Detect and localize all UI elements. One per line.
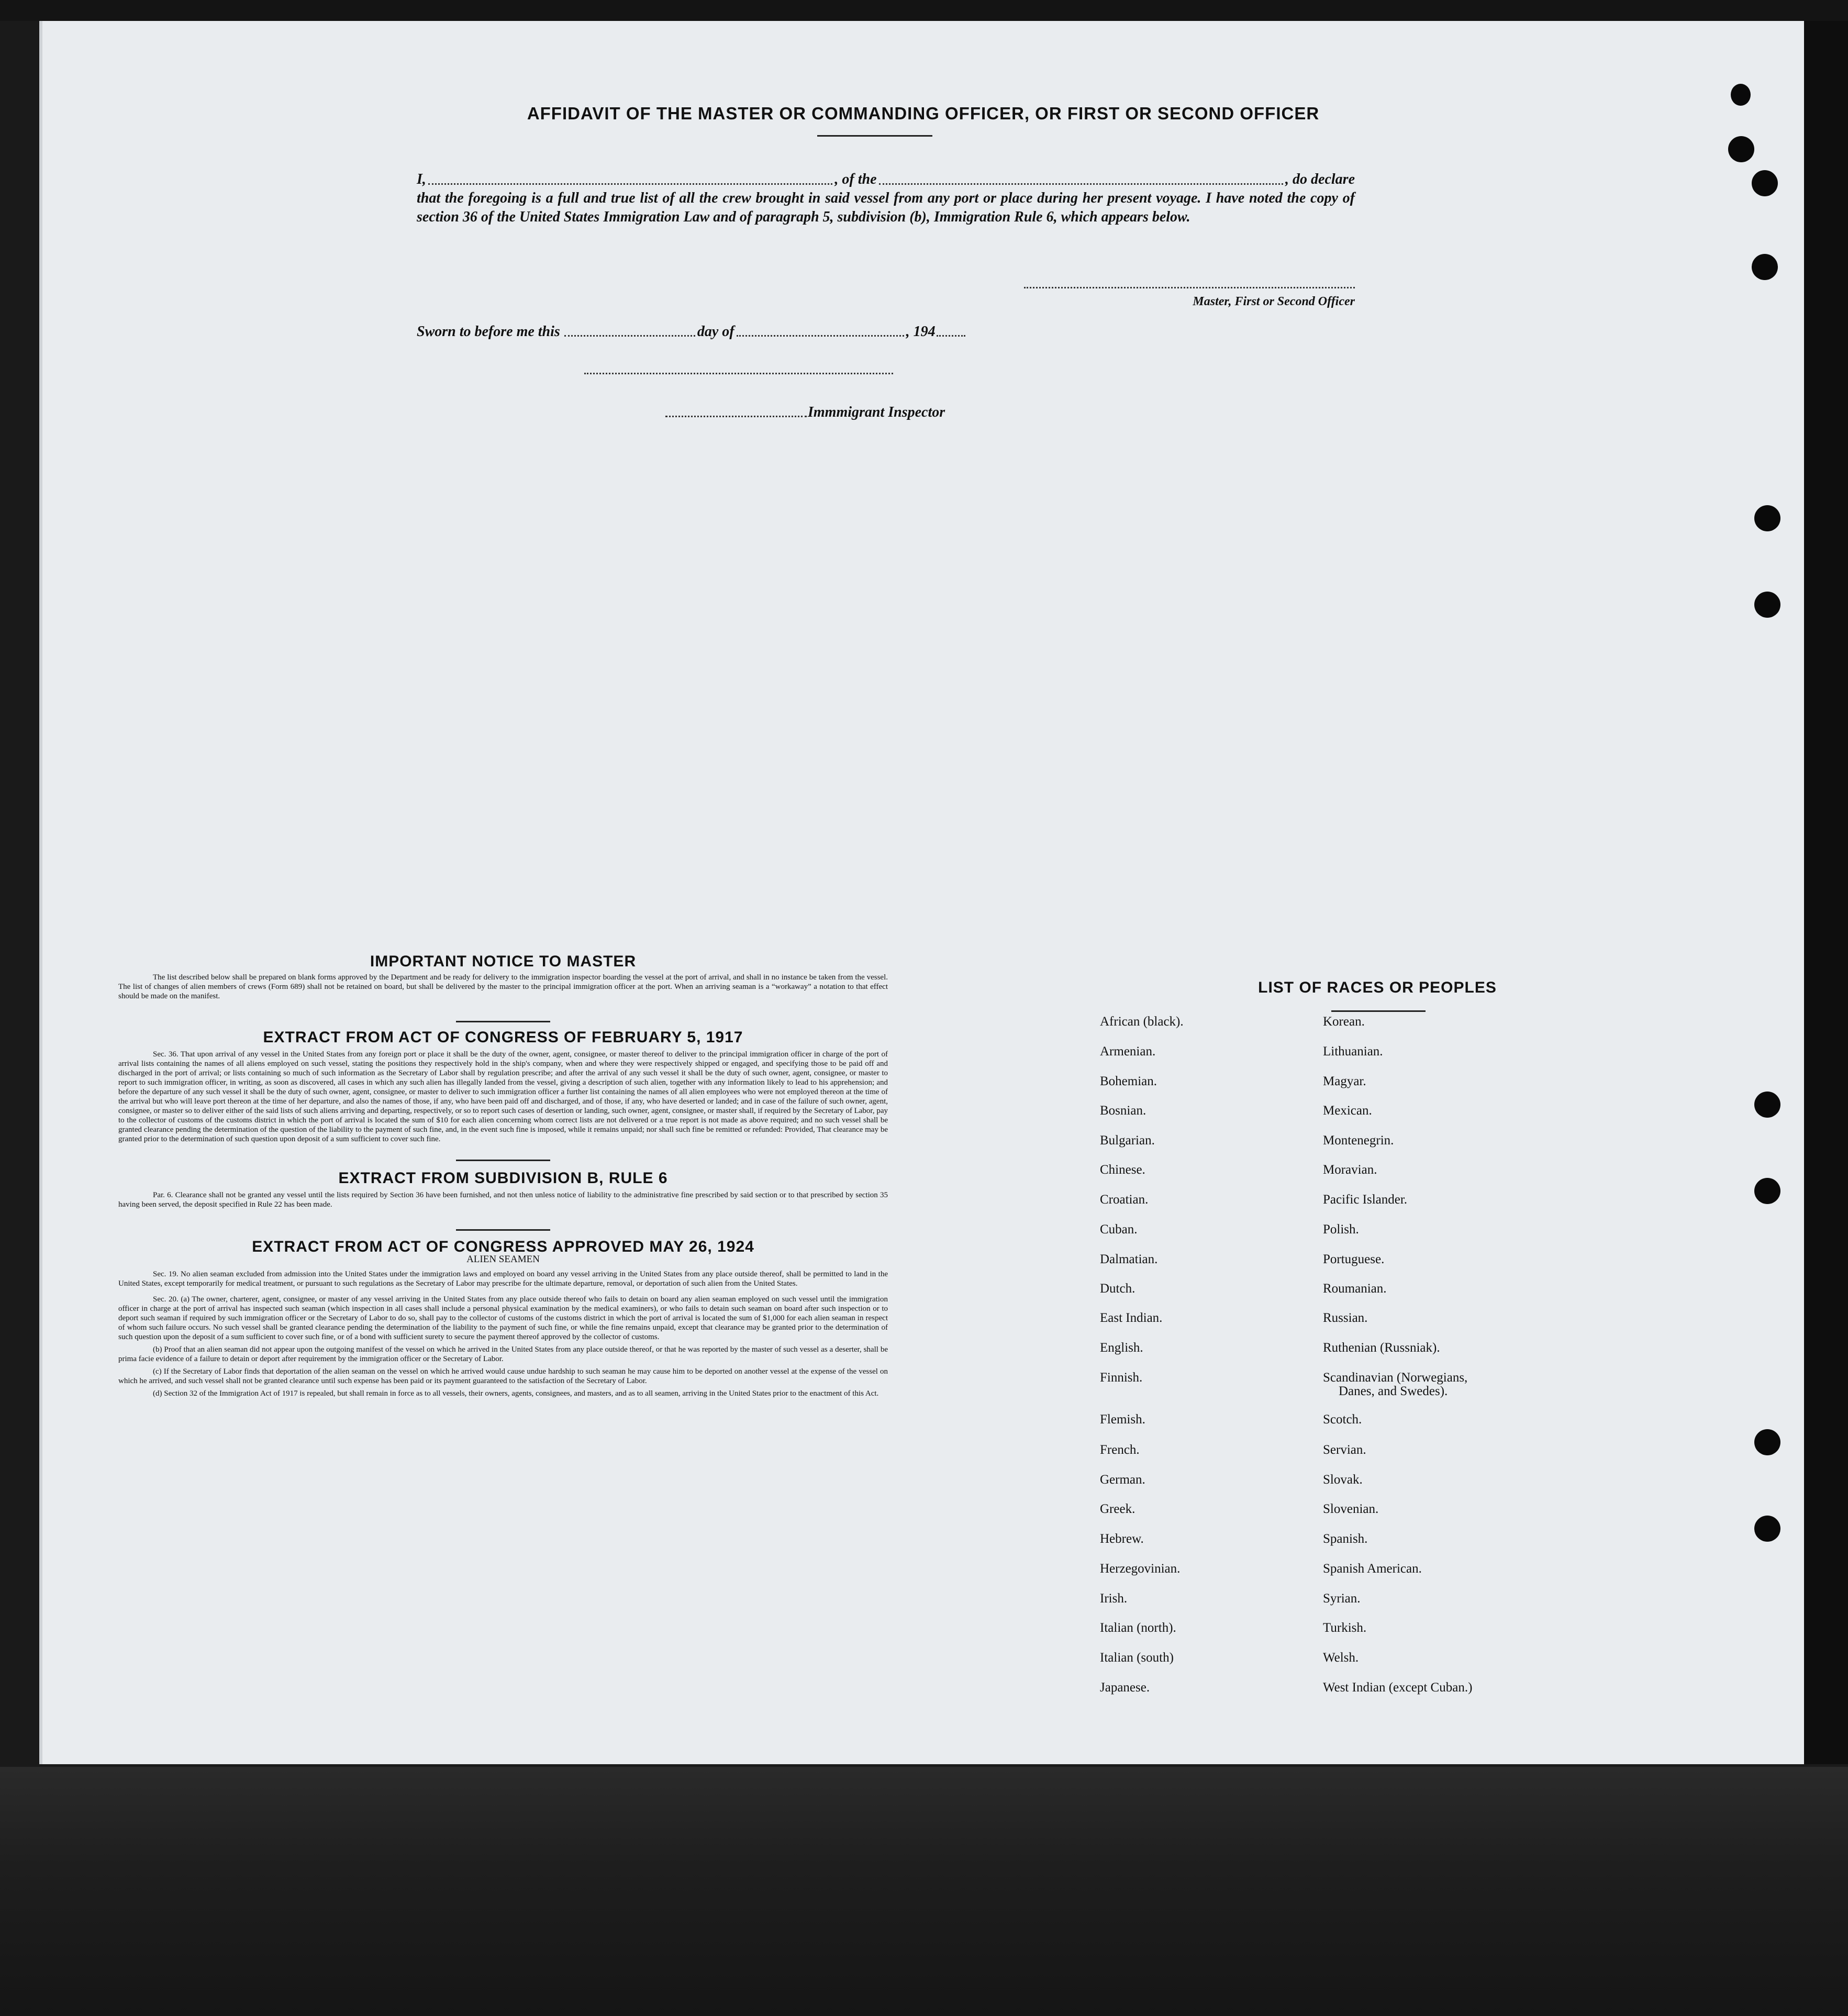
declare-suffix: , do declare — [1285, 171, 1355, 187]
punch-hole — [1754, 505, 1780, 531]
race-item: Herzegovinian. — [1100, 1562, 1181, 1576]
signature-blank — [1024, 287, 1355, 288]
race-item: Moravian. — [1323, 1163, 1377, 1177]
race-item: Chinese. — [1100, 1163, 1145, 1177]
race-item: Cuban. — [1100, 1222, 1138, 1237]
extract-1924-paragraph: (b) Proof that an alien seaman did not appear upon the outgoing manifest of the vessel on which he arrived in the United States from any place outside thereof, or that he was reported by the master of such vessel as a deserter, shall be prima facie evidence of a failure to detain or deport after requirement by the immigration officer or the Secretary of Labor. — [118, 1345, 888, 1363]
inspector-name-blank — [665, 415, 807, 417]
race-item: Slovenian. — [1323, 1502, 1379, 1516]
race-item: Scotch. — [1323, 1412, 1362, 1427]
sworn-year-blank — [937, 334, 965, 337]
race-item: Servian. — [1323, 1443, 1366, 1457]
sworn-prefix: Sworn to before me this — [417, 324, 560, 340]
race-item: Bohemian. — [1100, 1074, 1157, 1088]
race-item: Scandinavian (Norwegians, — [1323, 1371, 1468, 1385]
race-item: Bulgarian. — [1100, 1133, 1155, 1148]
race-item: Montenegrin. — [1323, 1133, 1394, 1148]
punch-hole — [1728, 136, 1754, 162]
race-item: Lithuanian. — [1323, 1044, 1383, 1059]
declarant-name-blank — [428, 182, 833, 185]
punch-hole — [1752, 254, 1778, 280]
race-item: Hebrew. — [1100, 1532, 1144, 1546]
race-item: Greek. — [1100, 1502, 1135, 1516]
title-underline — [817, 135, 932, 137]
inspector-caption: Immmigrant Inspector — [808, 404, 945, 420]
race-item: East Indian. — [1100, 1311, 1163, 1325]
extract-1924-paragraph: (c) If the Secretary of Labor finds that deportation of the alien seaman on the vessel on which he arrived would cause undue hardship to such seaman he may cause him to be deported on another vessel at the expense of the vessel on which he arrived, and such vessel shall not be granted clearance until such expense has been paid or its payment guaranteed to the satisfaction of the Secretary of Labor. — [118, 1367, 888, 1385]
race-item: Finnish. — [1100, 1371, 1143, 1385]
race-item: Turkish. — [1323, 1621, 1367, 1635]
race-item: Armenian. — [1100, 1044, 1156, 1059]
race-item: Irish. — [1100, 1591, 1128, 1606]
section-divider — [456, 1160, 550, 1161]
punch-hole — [1731, 84, 1751, 106]
extract-1924-title: EXTRACT FROM ACT OF CONGRESS APPROVED MAY 26, 1924 — [252, 1238, 754, 1255]
notice-section — [118, 953, 888, 1398]
extract-1924-paragraph: (d) Section 32 of the Immigration Act of 1917 is repealed, but shall remain in force as to all vessels, their owners, agents, consignees, and masters, and as to all seamen, arriving in the United States prior to the enactment of this Act. — [153, 1389, 879, 1398]
declarant-prefix: I, — [417, 171, 426, 187]
punch-hole — [1752, 170, 1778, 196]
race-item: Welsh. — [1323, 1651, 1359, 1665]
races-title-underline — [1331, 1010, 1426, 1012]
race-item: Danes, and Swedes). — [1339, 1384, 1448, 1398]
alien-seamen-subtitle: ALIEN SEAMEN — [466, 1254, 540, 1265]
vessel-prefix: , of the — [834, 171, 877, 187]
punch-hole — [1754, 1091, 1780, 1118]
race-item: West Indian (except Cuban.) — [1323, 1680, 1473, 1695]
race-item: Mexican. — [1323, 1104, 1372, 1118]
scan-border-bottom — [0, 1767, 1848, 2016]
race-item: Spanish American. — [1323, 1562, 1422, 1576]
declarant-line — [417, 170, 1355, 189]
inspector-signature-blank — [584, 373, 893, 374]
race-item: Korean. — [1323, 1015, 1365, 1029]
extract-1917-text: Sec. 36. That upon arrival of any vessel in the United States from any foreign port or place it shall be the duty of the owner, agent, consignee, or master thereof to deliver to the principal immigration officer in charge of the port of arrival lists containing the names of all aliens employed on such vessel, stating the positions they respectively hold in the ship's company, when and where they were respectively shipped or engaged, and specifying those to be paid off and discharged in the port of arrival; or lists containing so much of such information as the Secretary of Labor shall by regulation prescribe; and after the arrival of any such vessel it shall be the duty of such owner, agent, consignee, or master to report to such immigration officer, in writing, as soon as discovered, all cases in which any such alien has illegally landed from the vessel, giving a description of such alien, together with any information likely to lead to his apprehension; and before the departure of any such vessel it shall be the duty of such owner, agent, consignee, or master to deliver to such immigration officer a further list containing the names of all alien employees who were not employed thereon at the time of the arrival but who will leave port thereon at the time of her departure, and also the names of those, if any, who have been paid off and discharged, and of those, if any, who have deserted or landed; and in case of the failure of such owner, agent, consignee, or master so to deliver either of the said lists of such aliens arriving and departing, respectively, or so to report such cases of desertion or landing, such owner, agent, consignee, or master shall, if required by the Secretary of Labor, pay to the collector of customs of the customs district in which the port of arrival is located the sum of $10 for each alien concerning whom correct lists are not delivered or a true report is not made as above required; and no such vessel shall be granted clearance pending the determination of the question of the liability to the payment of such fine, and, in the event such fine is imposed, while it remains unpaid; nor shall such fine be remitted or refunded: Provided, That clearance may be granted prior to the determination of such question upon deposit of a sum sufficient to cover such fine. — [118, 1050, 888, 1143]
race-item: Magyar. — [1323, 1074, 1366, 1088]
race-item: French. — [1100, 1443, 1140, 1457]
race-item: Polish. — [1323, 1222, 1359, 1237]
race-item: African (black). — [1100, 1015, 1184, 1029]
race-item: Flemish. — [1100, 1412, 1145, 1427]
sworn-month-blank — [737, 334, 904, 337]
inspector-line — [665, 404, 945, 421]
extract-rule6-text: Par. 6. Clearance shall not be granted any vessel until the lists required by Section 36 have been furnished, and not then unless notice of liability to the administrative fine prescribed by said section or to that prescribed by section 35 having been served, the deposit specified in Rule 22 has been made. — [118, 1191, 888, 1209]
race-item: Dutch. — [1100, 1282, 1135, 1296]
sworn-day-blank — [564, 334, 695, 337]
affidavit-paragraph: that the foregoing is a full and true list of all the crew brought in said vessel from any port or place during her present voyage. I have noted the copy of section 36 of the United States Immigration Law and of paragraph 5, subdivision (b), Immigration Rule 6, which appears below. — [417, 190, 1355, 225]
extract-1924-paragraph: Sec. 20. (a) The owner, charterer, agent, consignee, or master of any vessel arriving in the United States from any place outside thereof who fails to detain on board any alien seaman employed on such vessel until the immigration officer in charge at the port of arrival has inspected such seaman (which inspection in all cases shall include a personal physical examination by the medical examiners), or who fails to detain such seaman on board after such inspection or to deport such seaman if required by such immigration officer or the Secretary of Labor to do so, shall pay to the collector of customs of the customs district in which the port of arrival is located the sum of $1,000 for each alien seaman in respect of whom such failure occurs. No such vessel shall be granted clearance pending the determination of the liability to the payment of such fine, or while the fine remains unpaid, except that clearance may be granted prior to the determination of such question upon the deposit of a sum sufficient to cover such fine, or of a bond with sufficient surety to secure the payment thereof approved by the collector of customs. — [118, 1295, 888, 1341]
extract-1917-title: EXTRACT FROM ACT OF CONGRESS OF FEBRUARY 5, 1917 — [263, 1029, 743, 1046]
race-item: Spanish. — [1323, 1532, 1368, 1546]
race-item: Italian (south) — [1100, 1651, 1174, 1665]
scan-border-right — [1801, 21, 1848, 1764]
race-item: German. — [1100, 1473, 1145, 1487]
punch-hole — [1754, 1178, 1780, 1204]
notice-text: The list described below shall be prepared on blank forms approved by the Department and be ready for delivery to the immigration inspector boarding the vessel at the port of arrival, and shall in no instance be taken from the vessel. The list of changes of alien members of crews (Form 689) shall not be retained on board, but shall be delivered by the master to the principal immigration officer at the port. When an arriving seaman is a “workaway” a notation to that effect should be made on the manifest. — [118, 973, 888, 1000]
section-divider — [456, 1021, 550, 1022]
race-item: Pacific Islander. — [1323, 1193, 1408, 1207]
notice-title: IMPORTANT NOTICE TO MASTER — [370, 953, 637, 970]
race-item: Bosnian. — [1100, 1104, 1146, 1118]
race-item: Italian (north). — [1100, 1621, 1176, 1635]
punch-hole — [1754, 1516, 1780, 1542]
race-item: Slovak. — [1323, 1473, 1363, 1487]
vessel-name-blank — [879, 182, 1284, 185]
sworn-line — [417, 324, 965, 340]
race-item: Croatian. — [1100, 1193, 1149, 1207]
extract-1924-paragraph: Sec. 19. No alien seaman excluded from admission into the United States under the immigration laws and employed on board any vessel arriving in the United States from any place outside thereof, shall be permitted to land in the United States, except temporarily for medical treatment, or pursuant to such regulations as the Secretary of Labor may prescribe for the ultimate departure, removal, or deportation of such alien from the United States. — [118, 1270, 888, 1288]
sworn-day-of: day of — [697, 324, 734, 340]
race-item: Roumanian. — [1323, 1282, 1387, 1296]
punch-hole — [1754, 592, 1780, 618]
affidavit-title: AFFIDAVIT OF THE MASTER OR COMMANDING OFFICER, OR FIRST OR SECOND OFFICER — [527, 104, 1320, 123]
races-title: LIST OF RACES OR PEOPLES — [1258, 979, 1497, 996]
race-item: Portuguese. — [1323, 1252, 1385, 1266]
section-divider — [456, 1229, 550, 1231]
affidavit-body — [417, 170, 1355, 227]
race-item: Dalmatian. — [1100, 1252, 1158, 1266]
signature-caption: Master, First or Second Officer — [1193, 295, 1355, 308]
race-item: Ruthenian (Russniak). — [1323, 1341, 1440, 1355]
sworn-year-prefix: , 194 — [906, 324, 936, 340]
race-item: Syrian. — [1323, 1591, 1361, 1606]
race-item: Russian. — [1323, 1311, 1368, 1325]
document-page — [39, 21, 1804, 1764]
race-item: Japanese. — [1100, 1680, 1150, 1695]
race-item: English. — [1100, 1341, 1143, 1355]
extract-rule6-title: EXTRACT FROM SUBDIVISION B, RULE 6 — [338, 1169, 668, 1187]
scan-border-top — [0, 0, 1848, 21]
punch-hole — [1754, 1429, 1780, 1455]
